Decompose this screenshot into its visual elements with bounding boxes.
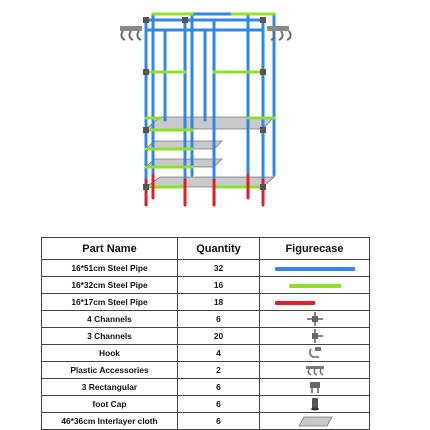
right-hook-bracket xyxy=(267,26,291,40)
quantity-cell: 20 xyxy=(178,328,260,345)
part-name-cell: Plastic Accessories xyxy=(42,362,178,379)
shelf-panels xyxy=(146,117,274,187)
quantity-cell: 6 xyxy=(178,311,260,328)
quantity-cell: 6 xyxy=(178,379,260,396)
blue-pipe-bar xyxy=(275,267,355,271)
quantity-cell: 32 xyxy=(178,260,260,277)
blue-pipes xyxy=(146,14,274,180)
figure-cell xyxy=(260,413,370,430)
header-part-name: Part Name xyxy=(42,238,178,260)
quantity-cell: 4 xyxy=(178,345,260,362)
part-name-cell: 4 Channels xyxy=(42,311,178,328)
figure-cell xyxy=(260,396,370,413)
plastic-accessory-icon xyxy=(302,363,328,377)
figure-cell xyxy=(260,379,370,396)
figure-cell xyxy=(260,277,370,294)
figure-cell xyxy=(260,328,370,345)
table-row xyxy=(42,362,370,379)
figure-cell xyxy=(260,362,370,379)
figure-cell xyxy=(260,311,370,328)
parts-table xyxy=(41,237,370,430)
part-name-cell: 16*32cm Steel Pipe xyxy=(42,277,178,294)
green-pipe-bar xyxy=(289,284,341,288)
interlayer-cloth-icon xyxy=(295,414,335,428)
four-channel-connector-icon xyxy=(302,312,328,326)
header-figurecase: Figurecase xyxy=(260,238,370,260)
quantity-cell: 18 xyxy=(178,294,260,311)
part-name-cell: 46*36cm Interlayer cloth xyxy=(42,413,178,430)
quantity-cell: 16 xyxy=(178,277,260,294)
table-row xyxy=(42,294,370,311)
table-row xyxy=(42,277,370,294)
part-name-cell: Hook xyxy=(42,345,178,362)
part-name-cell: 16*51cm Steel Pipe xyxy=(42,260,178,277)
figure-cell xyxy=(260,294,370,311)
quantity-cell: 2 xyxy=(178,362,260,379)
part-name-cell: foot Cap xyxy=(42,396,178,413)
figure-cell xyxy=(260,345,370,362)
table-row xyxy=(42,311,370,328)
part-name-cell: 16*17cm Steel Pipe xyxy=(42,294,178,311)
table-row xyxy=(42,379,370,396)
figure-cell xyxy=(260,260,370,277)
table-row xyxy=(42,413,370,430)
quantity-cell: 6 xyxy=(178,396,260,413)
table-row xyxy=(42,345,370,362)
table-row xyxy=(42,396,370,413)
left-hook-bracket xyxy=(120,26,142,40)
table-row xyxy=(42,260,370,277)
three-channel-connector-icon xyxy=(302,329,328,343)
red-pipe-bar xyxy=(275,301,315,305)
foot-cap-icon xyxy=(302,397,328,411)
part-name-cell: 3 Rectangular xyxy=(42,379,178,396)
table-row xyxy=(42,328,370,345)
three-rectangular-connector-icon xyxy=(302,380,328,394)
hook-icon xyxy=(302,346,328,360)
table-header-row xyxy=(42,238,370,260)
part-name-cell: 3 Channels xyxy=(42,328,178,345)
header-quantity: Quantity xyxy=(178,238,260,260)
quantity-cell: 6 xyxy=(178,413,260,430)
